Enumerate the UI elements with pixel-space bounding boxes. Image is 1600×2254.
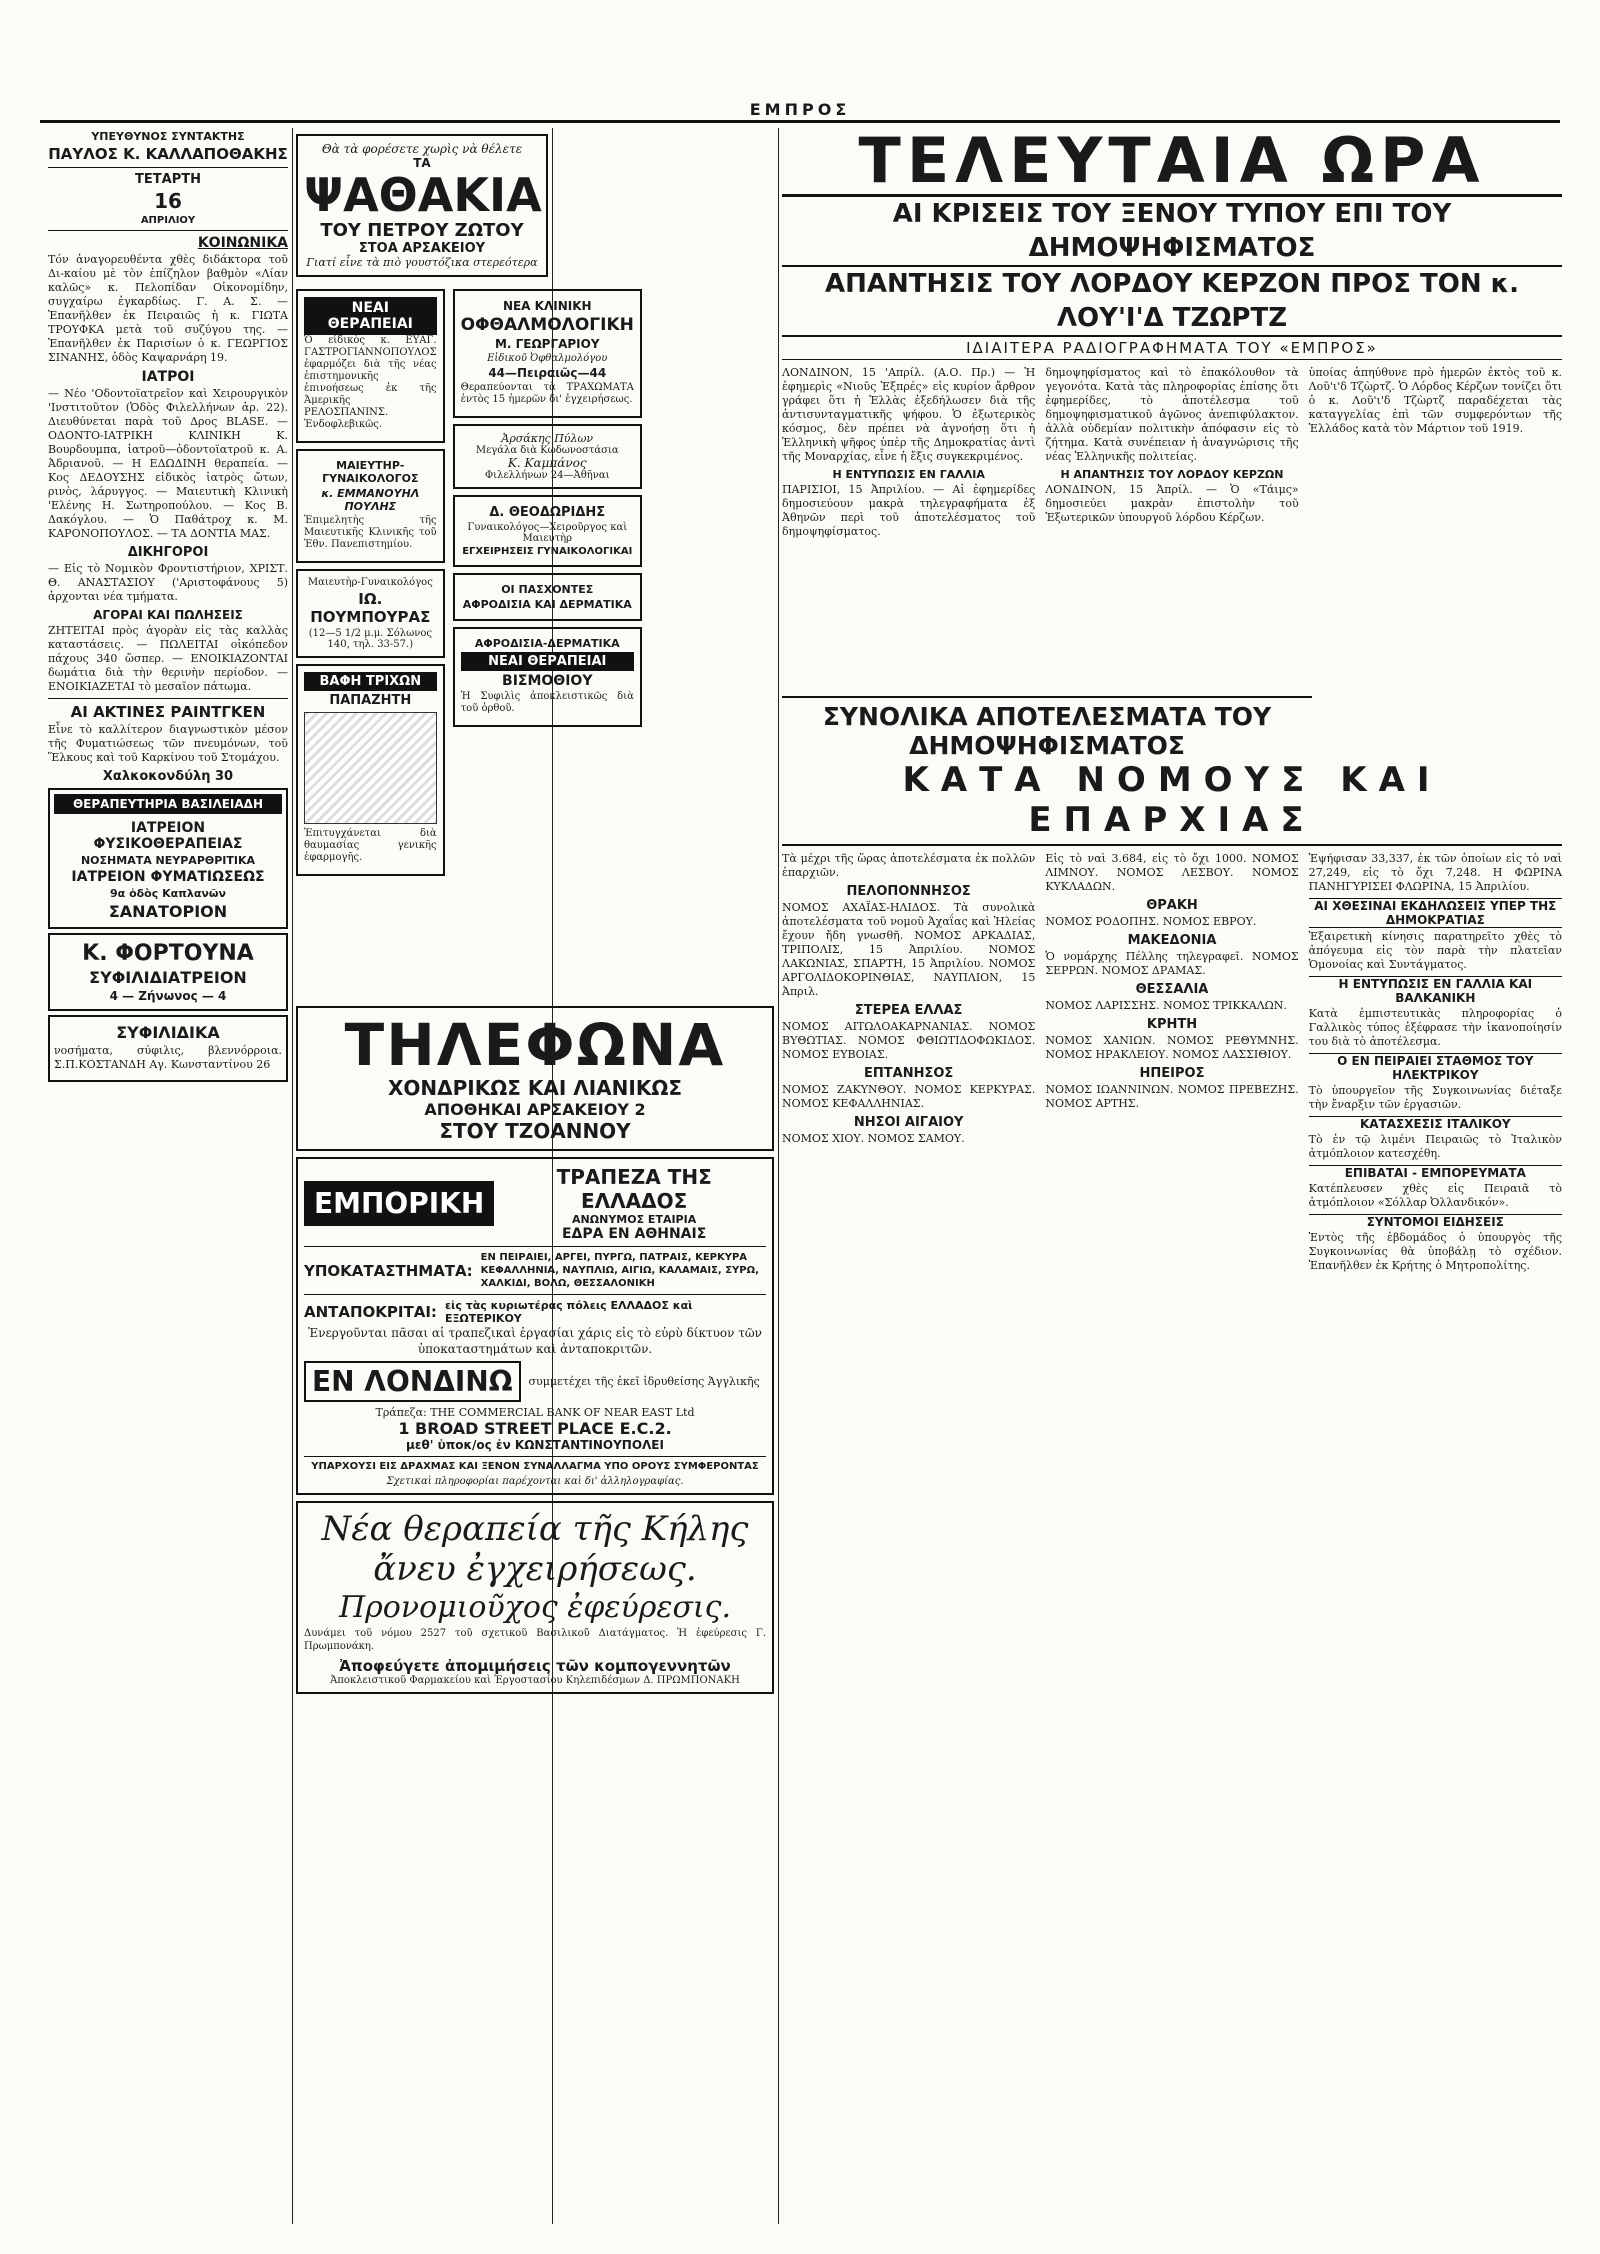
headline: ΤΕΛΕΥΤΑΙΑ ΩΡΑ — [782, 128, 1562, 197]
bank-foot: ΥΠΑΡΧΟΥΣΙ ΕΙΣ ΔΡΑΧΜΑΣ ΚΑΙ ΞΕΝΟΝ ΣΥΝΑΛΛΑΓΜΑ ΥΠΟ ΟΡΟΥΣ ΣΥΜΦΕΡΟΝΤΑΣ — [311, 1461, 759, 1472]
bank-const: μεθ' ὑποκ/ος ἐν ΚΩΝΣΤΑΝΤΙΝΟΥΠΟΛΕΙ — [406, 1438, 664, 1452]
sub-demonstrations: ΑΙ ΧΘΕΣΙΝΑΙ ΕΚΔΗΛΩΣΕΙΣ ΥΠΕΡ ΤΗΣ ΔΗΜΟΚΡΑΤΙΑΣ — [1309, 898, 1562, 928]
results-ipiros: ΝΟΜΟΣ ΙΩΑΝΝΙΝΩΝ. ΝΟΜΟΣ ΠΡΕΒΕΖΗΣ. ΝΟΜΟΣ ΑΡΤΗΣ. — [1045, 1083, 1299, 1110]
ads-row — [296, 283, 634, 882]
results-col-2 — [1045, 852, 1298, 1277]
byline: ΙΔΙΑΙΤΕΡΑ ΡΑΔΙΟΓΡΑΦΗΜΑΤΑ ΤΟΥ «ΕΜΠΡΟΣ» — [782, 337, 1562, 360]
news-france-sub: Η ΕΝΤΥΠΩΣΙΣ ΕΝ ΓΑΛΛΙΑ — [832, 468, 985, 481]
results-makedonia: Ὁ νομάρχης Πέλλης τηλεγραφεῖ. ΝΟΜΟΣ ΣΕΡΡΩΝ. ΝΟΜΟΣ ΔΡΑΜΑΣ. — [1045, 950, 1299, 977]
bank-branches-label: ΥΠΟΚΑΤΑΣΤΗΜΑΤΑ: — [304, 1261, 473, 1280]
clinic-sanatorium: ΣΑΝΑΤΟΡΙΟΝ — [108, 902, 228, 921]
results-col-1 — [782, 852, 1035, 1277]
section-doctors: ΙΑΤΡΟΙ — [141, 369, 195, 385]
section-lawyers: ΔΙΚΗΓΟΡΟΙ — [127, 545, 209, 560]
subheadline-1: ΑΙ ΚΡΙΣΕΙΣ ΤΟΥ ΞΕΝΟΥ ΤΥΠΟΥ ΕΠΙ ΤΟΥ ΔΗΜΟΨΗΦΙΣΜΑΤΟΣ — [782, 197, 1562, 267]
results-florina: Ἐψήφισαν 33,337, ἐκ τῶν ὁποίων εἰς τὸ ναὶ 27,249, εἰς τὸ ὄχι 7,248. Η ΦΩΡΙΝΑ ΠΑΝΗΓΥΡΙΣΕΙ ΦΛΩΡΙΝΑ, 15 Ἀπριλίου. — [1308, 852, 1562, 893]
bank-ad — [296, 1157, 774, 1495]
derm-title: ΑΦΡΟΔΙΣΙΑ-ΔΕΡΜΑΤΙΚΑ — [474, 637, 620, 650]
results-aegean: ΝΟΜΟΣ ΧΙΟΥ. ΝΟΜΟΣ ΣΑΜΟΥ. — [782, 1132, 965, 1145]
bank-logo: ΕΜΠΟΡΙΚΗ — [304, 1181, 494, 1226]
fortouna-ad — [48, 933, 288, 1011]
results-kriti: ΝΟΜΟΣ ΧΑΝΙΩΝ. ΝΟΜΟΣ ΡΕΘΥΜΝΗΣ. ΝΟΜΟΣ ΗΡΑΚΛΕΙΟΥ. ΝΟΜΟΣ ΛΑΣΣΙΘΙΟΥ. — [1045, 1034, 1299, 1061]
sub-passengers: ΕΠΙΒΑΤΑΙ - ΕΜΠΟΡΕΥΜΑΤΑ — [1309, 1165, 1562, 1180]
news-col-c — [1309, 366, 1562, 696]
results-thraki: ΝΟΜΟΣ ΡΟΔΟΠΗΣ. ΝΟΜΟΣ ΕΒΡΟΥ. — [1045, 915, 1257, 928]
bank-seat: ΕΔΡΑ ΕΝ ΑΘΗΝΑΙΣ — [561, 1226, 707, 1242]
results-peloponnese: ΝΟΜΟΣ ΑΧΑΪΑΣ-ΗΛΙΔΟΣ. Τὰ συνολικὰ ἀποτελέσματα τοῦ νομοῦ Ἀχαΐας καὶ Ἠλείας ἔχουν ἤδη γνωσθῆ. ΝΟΜΟΣ ΑΡΚΑΔΙΑΣ, ΤΡΙΠΟΛΙΣ, 15 Ἀπριλίου. ΝΟΜΟΣ ΛΑΚΩΝΙΑΣ, ΣΠΑΡΤΗ, 15 Ἀπριλίου. ΝΟΜΟΣ ΑΡΓΟΛΙΔΟΚΟΡΙΝΘΙΑΣ, ΝΑΥΠΛΙΟΝ, 15 Ἀπριλ. — [782, 901, 1036, 998]
sub-impression: Η ΕΝΤΥΠΩΣΙΣ ΕΝ ΓΑΛΛΙΑ ΚΑΙ ΒΑΛΚΑΝΙΚΗ — [1309, 976, 1562, 1005]
sub-piraeus: Ο ΕΝ ΠΕΙΡΑΙΕΙ ΣΤΑΘΜΟΣ ΤΟΥ ΗΛΕΚΤΡΙΚΟΥ — [1309, 1053, 1562, 1082]
gyn-ad — [296, 449, 445, 563]
poumpouras-ad — [296, 569, 445, 658]
region-thessalia: ΘΕΣΣΑΛΙΑ — [1135, 982, 1209, 997]
dye-ad — [296, 664, 445, 876]
news-curzon-sub: Η ΑΠΑΝΤΗΣΙΣ ΤΟΥ ΛΟΡΔΟΥ ΚΕΡΖΩΝ — [1060, 468, 1284, 481]
region-eptanisos: ΕΠΤΑΝΗΣΟΣ — [864, 1066, 954, 1081]
hernia-ad — [296, 1501, 774, 1694]
region-aegean: ΝΗΣΟΙ ΑΙΓΑΙΟΥ — [853, 1115, 964, 1130]
doctors-text: — Νέο 'Οδοντοϊατρεῖον καὶ Χειρουργικὸν 'Ινστιτοῦτον (Ὁδὸς Φιλελλήνων ἀρ. 22). Διευθύνεται παρὰ τοῦ Δρος BLASE. — ΟΔΟΝΤΟ-ΙΑΤΡΙΚΗ ΚΛΙΝΙΚΗ Κ. Βουρδουμπα, ἰατροῦ—ὀδοντοϊατροῦ κ. Α. Ἀδριανοῦ. — Η ΕΔΩΔΙΝΗ θεραπεία. — Κος ΔΕΔΟΥΣΗΣ εἰδικὸς ἰατρὸς ὤτων, ρινὸς, λάρυγγος. — Μαιευτικὴ Κλινικὴ 'Ελένης Η. Σωτηροπούλου. — Κος Β. Δακόγλου. — Ὁ Παθάτροχ κ. Μ. ΚΑΡΟΝΟΠΟΥΛΟΣ. — ΤΑ ΔΟΝΤΙΑ ΜΑΣ. — [48, 387, 288, 540]
news-columns — [782, 366, 1562, 696]
bank-text: Ἐνεργοῦνται πᾶσαι αἱ τραπεζικαὶ ἐργασίαι χάρις εἰς τὸ εὐρὺ δίκτυον τῶν ὑποκαταστημάτων καὶ ἀνταποκριτῶν. — [308, 1326, 762, 1356]
results-islands: Εἰς τὸ ναὶ 3.684, εἰς τὸ ὄχι 1000. ΝΟΜΟΣ ΛΙΜΝΟΥ. ΝΟΜΟΣ ΛΕΣΒΟΥ. ΝΟΜΟΣ ΚΥΚΛΑΔΩΝ. — [1045, 852, 1299, 893]
editor-name: ΠΑΥΛΟΣ Κ. ΚΑΛΛΑΠΟΘΑΚΗΣ — [48, 145, 288, 163]
syph-title: ΣΥΦΙΛΙΔΙΚΑ — [116, 1023, 220, 1042]
syphilis-ad — [48, 1015, 288, 1082]
phones-store: ΑΠΟΘΗΚΑΙ ΑΡΣΑΚΕΙΟΥ 2 — [424, 1100, 646, 1119]
eye-clinic-role: Εἰδικοῦ Ὀφθαλμολόγου — [487, 353, 608, 364]
weekday: ΤΕΤΑΡΤΗ — [135, 172, 201, 187]
text-impression: Κατὰ ἐμπιστευτικὰς πληροφορίας ὁ Γαλλικὸς τύπος ἐξέφρασε τὴν ἱκανοποίησίν του διὰ τὸ ἀποτέλεσμα. — [1308, 1007, 1562, 1048]
bank-corr: εἰς τὰς κυριωτέρας πόλεις ΕΛΛΑΔΟΣ καὶ ΕΞΩΤΕΡΙΚΟΥ — [444, 1299, 693, 1325]
psathakia-the: ΤΑ — [413, 156, 431, 170]
gyn-title: ΜΑΙΕΥΤΗΡ-ΓΥΝΑΙΚΟΛΟΓΟΣ — [322, 459, 419, 485]
suffer-title: ΟΙ ΠΑΣΧΟΝΤΕΣ — [501, 583, 594, 596]
region-peloponnese: ΠΕΛΟΠΟΝΝΗΣΟΣ — [846, 884, 971, 899]
region-kriti: ΚΡΗΤΗ — [1146, 1017, 1198, 1032]
text-brief: Ἐντὸς τῆς ἑβδομάδος ὁ ὑπουργὸς τῆς Συγκοινωνίας θὰ ὑποβάλῃ τὸ σχέδιον. Ἐπανῆλθεν ἐκ Κρήτης ὁ Μητροπολίτης. — [1308, 1231, 1562, 1272]
psathakia-ad — [296, 134, 548, 277]
news-col-a — [782, 366, 1035, 696]
day-number: 16 — [154, 189, 182, 213]
theod-sub: Γυναικολόγος—Χειροῦργος καὶ Μαιευτὴρ — [467, 522, 628, 544]
region-thraki: ΘΡΑΚΗ — [1146, 898, 1198, 913]
vismouth: ΒΙΣΜΟΘΙΟΥ — [502, 673, 593, 689]
bank-london-text: συμμετέχει τῆς ἐκεῖ ἱδρυθείσης Ἀγγλικῆς — [528, 1375, 760, 1388]
editor-label: ΥΠΕΥΘΥΝΟΣ ΣΥΝΤΑΚΤΗΣ — [91, 130, 245, 143]
psathakia-tagline: Γιατί εἶνε τὰ πιὸ γουστόζικα στερεότερα — [306, 256, 538, 269]
phones-who: ΣΤΟΥ ΤΖΟΑΝΝΟΥ — [439, 1119, 631, 1143]
fortouna-name: Κ. ΦΟΡΤΟΥΝΑ — [82, 941, 254, 966]
masthead — [40, 100, 1560, 123]
wide-ads — [296, 1000, 774, 1700]
month: ΑΠΡΙΛΙΟΥ — [140, 215, 196, 226]
eye-clinic-ad — [453, 289, 642, 418]
lawyers-text: — Εἰς τὸ Νομικὸν Φροντιστήριον, ΧΡΙΣΤ. Θ. ΑΝΑΣΤΑΣΙΟΥ ('Αριστοφάνους 5) ἀρχονται νέα τμήματα. — [48, 562, 288, 603]
bank-company: ΑΝΩΝΥΜΟΣ ΕΤΑΙΡΙΑ — [572, 1213, 697, 1226]
section-social: ΚΟΙΝΩΝΙΚΑ — [197, 235, 288, 251]
sufferers-ad — [453, 573, 642, 621]
theod-name: Δ. ΘΕΟΔΩΡΙΔΗΣ — [489, 505, 606, 520]
bells-sub: Μεγάλα διὰ Κωδωνοστάσια — [475, 445, 619, 456]
masthead-title: ΕΜΠΡΟΣ — [749, 100, 851, 119]
hernia-call: Ἀποφεύγετε ἀπομιμήσεις τῶν κομπογεννητῶν — [339, 1657, 731, 1675]
hernia-text: Δυνάμει τοῦ νόμου 2527 τοῦ σχετικοῦ Βασιλικοῦ Διατάγματος. Ἡ ἐφεύρεσις Γ. Πρωμπονάκη. — [304, 1628, 766, 1652]
eye-clinic-title: ΝΕΑ ΚΛΙΝΙΚΗ — [502, 299, 592, 313]
region-makedonia: ΜΑΚΕΔΟΝΙΑ — [1127, 933, 1217, 948]
news-col-b — [1045, 366, 1298, 696]
results-subtitle: ΚΑΤΑ ΝΟΜΟΥΣ ΚΑΙ ΕΠΑΡΧΙΑΣ — [782, 760, 1562, 846]
bells-address: Φιλελλήνων 24—Ἀθῆναι — [484, 470, 610, 481]
psathakia-arcade: ΣΤΟΑ ΑΡΣΑΚΕΙΟΥ — [358, 241, 486, 256]
section-sales: ΑΓΟΡΑΙ ΚΑΙ ΠΩΛΗΣΕΙΣ — [93, 608, 243, 622]
bank-note: Σχετικαὶ πληροφορίαι παρέχονται καὶ δι' ἀλληλογραφίας. — [386, 1476, 684, 1487]
bank-corr-label: ΑΝΤΑΠΟΚΡΙΤΑΙ: — [304, 1303, 437, 1321]
psathakia-title: ΨΑΘΑΚΙΑ — [304, 168, 542, 222]
newtherapy-title: ΝΕΑΙ ΘΕΡΑΠΕΙΑΙ — [304, 297, 437, 335]
bells-name: Κ. Καμπάνος — [507, 456, 587, 470]
phones-ad — [296, 1006, 774, 1151]
bank-branches: ΕΝ ΠΕΙΡΑΙΕΙ, ΑΡΓΕΙ, ΠΥΡΓΩ, ΠΑΤΡΑΙΣ, ΚΕΡΚΥΡΑ ΚΕΦΑΛΛΗΝΙΑ, ΝΑΥΠΛΙΩ, ΑΙΓΙΩ, ΚΑΛΑΜΑΙΣ, ΣΥΡΩ, ΧΑΛΚΙΔΙ, ΒΟΛΩ, ΘΕΣΣΑΛΟΝΙΚΗ — [480, 1252, 759, 1289]
bells-ad — [453, 424, 642, 489]
results-col-3 — [1309, 852, 1562, 1277]
bank-london-name: Τράπεζα: THE COMMERCIAL BANK OF NEAR EAST Ltd — [375, 1406, 695, 1419]
column-rule — [292, 128, 293, 2224]
eye-clinic-name: Μ. ΓΕΩΡΓΑΡΙΟΥ — [494, 337, 600, 351]
subheadline-2: ΑΠΑΝΤΗΣΙΣ ΤΟΥ ΛΟΡΔΟΥ ΚΕΡΖΟΝ ΠΡΟΣ ΤΟΝ κ. ΛΟΥ'Ι'Δ ΤΖΩΡΤΖ — [782, 267, 1562, 337]
ads-right — [453, 283, 642, 882]
ads-left — [296, 283, 445, 882]
clinic-neuro: ΝΟΣΗΜΑΤΑ ΝΕΥΡΑΡΘΡΙΤΙΚΑ — [80, 854, 256, 867]
region-ipiros: ΗΠΕΙΡΟΣ — [1139, 1066, 1205, 1081]
vism-text: Ἡ Συφιλὶς ἀποκλειστικῶς διὰ τοῦ ὀρθοῦ. — [460, 691, 634, 714]
column-rule — [778, 128, 779, 2224]
syph-text: νοσήματα, σύφιλις, βλεννόρροια. Σ.Π.ΚΟΣΤΑΝΔΗ Αγ. Κωνσταντίνου 26 — [54, 1044, 282, 1071]
results-title: ΣΥΝΟΛΙΚΑ ΑΠΟΤΕΛΕΣΜΑΤΑ ΤΟΥ ΔΗΜΟΨΗΦΙΣΜΑΤΟΣ — [782, 696, 1312, 760]
bank-name: ΤΡΑΠΕΖΑ ΤΗΣ ΕΛΛΑΔΟΣ — [556, 1165, 712, 1213]
social-text: Τόν ἀναγορευθέντα χθὲς διδάκτορα τοῦ Δι-καίου μὲ τὸν ἐπίζηλον βαθμὸν «Λίαν καλῶς» κ. Πελοπίδαν Οἰκονομίδην, συγχαίρω ἐγκαρδίως. Γ. Α. Σ. — Ἐπανῆλθεν ἐκ Πειραιῶς ἡ κ. ΓΙΩΤΑ ΤΡΟΥΦΚΑ μετὰ τοῦ συζύγου της. — Ἐπανῆλθεν ἐκ Παρισίων ὁ κ. ΓΕΩΡΓΙΟΣ ΣΙΝΑΝΗΣ, ὁδὸς Καψαρνάρη 19. — [48, 253, 288, 364]
phones-title: ΤΗΛΕΦΩΝΑ — [344, 1011, 726, 1079]
results-columns — [782, 852, 1562, 1277]
column-1 — [48, 128, 288, 2224]
eye-clinic-text: Θεραπεύονται τὰ ΤΡΑΧΩΜΑΤΑ ἐντὸς 15 ἡμερῶν δι' ἐγχειρήσεως. — [460, 382, 634, 405]
poum-name: ΙΩ. ΠΟΥΜΠΟΥΡΑΣ — [310, 590, 431, 626]
poum-text: (12—5 1/2 μ.μ. Σόλωνος 140, τηλ. 33-57.) — [308, 628, 432, 650]
xray-title: ΑΙ ΑΚΤΙΝΕΣ ΡΑΙΝΤΓΚΕΝ — [70, 703, 266, 721]
xray-address: Χαλκοκονδύλη 30 — [102, 769, 234, 784]
news-col-b-text: δημοψηφίσματος καὶ τὸ ἐπακόλουθον τὰ γεγονότα. Κατὰ τὰς πληροφορίας ἐπίσης ὅτι ἐφημερίδες, τὸ ἀποτέλεσμα τοῦ δημοψηφισματικοῦ ἀγῶνος ἀνεπιφύλακτον. ἀλλὰ οὐδεμίαν πολιτικὴν ἀπόφασιν εἰς τὸ ζήτημα. Κατὰ συνέπειαν ἡ ἀναγνώρισις τῆς νέας Ἑλληνικῆς πολιτείας. — [1045, 366, 1299, 463]
clinic-title: ΘΕΡΑΠΕΥΤΗΡΙΑ ΒΑΣΙΛΕΙΑΔΗ — [54, 794, 282, 814]
gyn-text: Ἐπιμελητὴς τῆς Μαιευτικῆς Κλινικῆς τοῦ Ἐθν. Πανεπιστημίου. — [304, 515, 437, 550]
derm-sub: ΝΕΑΙ ΘΕΡΑΠΕΙΑΙ — [461, 652, 634, 671]
suffer-sub: ΑΦΡΟΔΙΣΙΑ ΚΑΙ ΔΕΡΜΑΤΙΚΑ — [462, 598, 632, 611]
hernia-line-1: Νέα θεραπεία τῆς Κήλης — [321, 1509, 749, 1549]
bank-london-addr: 1 BROAD STREET PLACE E.C.2. — [398, 1419, 672, 1438]
dye-name: ΠΑΠΑΖΗΤΗ — [329, 693, 412, 708]
clinic-address: 9α ὁδὸς Καπλανῶν — [110, 887, 226, 900]
news-paris-text: ΠΑΡΙΣΙΟΙ, 15 Ἀπριλίου. — Αἱ ἐφημερίδες δημοσιεύουν μακρὰ τηλεγραφήματα ἐξ Ἀθηνῶν περὶ τοῦ ἀποτελέσματος τοῦ δημοψηφίσματος. — [782, 483, 1036, 538]
psathakia-top: Θὰ τὰ φορέσετε χωρὶς νὰ θέλετε — [321, 142, 523, 156]
gyn-name: κ. ΕΜΜΑΝΟΥΗΛ ΠΟΥΛΗΣ — [321, 487, 420, 513]
news-col-c-text: ὑποίας ἀπηύθυνε πρὸ ἡμερῶν ἐκτὸς τοῦ κ. Λοῦ'ι'δ Τζὼρτζ. Ὁ Λόρδος Κέρζων τονίζει ὅτι ὁ κ. Λοῦ'ι'δ Τζὼρτζ παραδέχεται τὰς καταγγελίας ἐπὶ τῶν συμφερόντων τῆς Ἑλλάδος κατὰ τὸν Μάρτιον τοῦ 1919. — [1308, 366, 1562, 435]
theodoridis-ad — [453, 495, 642, 567]
newtherapy-text: Ὁ εἰδικὸς κ. ΕΥΑΓ. ΓΑΣΤΡΟΓΙΑΝΝΟΠΟΥΛΟΣ ἐφαρμόζει διὰ τῆς νέας ἐπιστημονικῆς ἐπινοήσεως ἐκ τῆς Ἀμερικῆς ΡΕΛΟΣΠΑΝΙΝΣ. Ἐνδοφλεβικῶς. — [304, 335, 437, 430]
newtherapy-ad — [296, 289, 445, 443]
sub-seizure: ΚΑΤΑΣΧΕΣΙΣ ΙΤΑΛΙΚΟΥ — [1309, 1116, 1562, 1131]
psathakia-of: ΤΟΥ ΠΕΤΡΟΥ ΖΩΤΟΥ — [320, 220, 524, 241]
xray-text: Εἶνε τὸ καλλίτερον διαγνωστικὸν μέσον τῆς Φυματιώσεως τῶν πνευμόνων, τοῦ Ἕλκους καὶ τοῦ Καρκίνου τοῦ Στομάχου. — [48, 723, 288, 764]
derm-ad — [453, 627, 642, 727]
bells-title: Ἀρσάκης Πύλων — [501, 432, 594, 445]
bank-london-label: ΕΝ ΛΟΝΔΙΝΩ — [304, 1361, 521, 1402]
news-london-text: ΛΟΝΔΙΝΟΝ, 15 'Απρίλ. (Α.Ο. Πρ.) — Ἡ ἐφημερὶς «Νιοῦς Ἐξπρές» εἰς κυρίον ἄρθρον γράφει ὅτι ἡ Ἑλλὰς ἐξεδήλωσεν διὰ τῆς ἀντισυνταγματικῆς ψήφου. Ὁ ἐξωτερικὸς κόσμος, δὲν πρέπει νὰ ἀγνοήσῃ ὅτι ἡ Ἑλληνικὴ ψῆφος ὑπὲρ τῆς Δημοκρατίας ἀντὶ τῆς Μοναρχίας, εἶνε ἡ ἔξις συγκεκριμένος. — [782, 366, 1036, 463]
theod-text: ΕΓΧΕΙΡΗΣΕΙΣ ΓΥΝΑΙΚΟΛΟΓΙΚΑΙ — [462, 546, 633, 557]
text-seizure: Τὸ ἐν τῷ λιμένι Πειραιῶς τὸ Ἰταλικὸν ἀτμόπλοιον κατεσχέθη. — [1308, 1133, 1562, 1160]
poum-label: Μαιευτὴρ-Γυναικολόγος — [307, 577, 433, 588]
dye-text: Ἐπιτυγχάνεται διὰ θαυμασίας γενικῆς ἐφαρμογῆς. — [304, 828, 437, 863]
phones-sub: ΧΟΝΔΡΙΚΩΣ ΚΑΙ ΛΙΑΝΙΚΩΣ — [388, 1076, 682, 1100]
hernia-foot: Ἀποκλειστικοῦ Φαρμακείου καὶ Ἐργοστασίου Κηλεπιδέσμων Δ. ΠΡΩΜΠΟΝΑΚΗ — [330, 1675, 740, 1686]
text-passengers: Κατέπλευσεν χθὲς εἰς Πειραιᾶ τὸ ἀτμόπλοιον «Σόλλαρ Ὀλλανδικόν». — [1308, 1182, 1562, 1209]
clinic-physio: ΙΑΤΡΕΙΟΝ ΦΥΣΙΚΟΘΕΡΑΠΕΙΑΣ — [93, 820, 243, 852]
results-intro: Τὰ μέχρι τῆς ὥρας ἀποτελέσματα ἐκ πολλῶν ἐπαρχιῶν. — [782, 852, 1036, 879]
hernia-line-2: ἄνευ ἐγχειρήσεως. — [373, 1549, 697, 1589]
results-eptanisos: ΝΟΜΟΣ ΖΑΚΥΝΘΟΥ. ΝΟΜΟΣ ΚΕΡΚΥΡΑΣ. ΝΟΜΟΣ ΚΕΦΑΛΛΗΝΙΑΣ. — [782, 1083, 1036, 1110]
news-area — [782, 124, 1562, 2224]
fortouna-address: 4 — Ζήνωνος — 4 — [109, 989, 227, 1003]
hernia-line-3: Προνομιοῦχος ἐφεύρεσις. — [338, 1590, 732, 1625]
eye-clinic-address: 44—Πειραιῶς—44 — [488, 366, 607, 380]
results-sterea: ΝΟΜΟΣ ΑΙΤΩΛΟΑΚΑΡΝΑΝΙΑΣ. ΝΟΜΟΣ ΒΥΘΩΤΙΑΣ. ΝΟΜΟΣ ΦΘΙΩΤΙΔΟΦΩΚΙΔΟΣ. ΝΟΜΟΣ ΕΥΒΟΙΑΣ. — [782, 1020, 1036, 1061]
eye-clinic-sub: ΟΦΘΑΛΜΟΛΟΓΙΚΗ — [460, 315, 634, 335]
region-sterea: ΣΤΕΡΕΑ ΕΛΛΑΣ — [854, 1003, 963, 1018]
text-piraeus: Τὸ ὑπουργεῖον τῆς Συγκοινωνίας διέταξε τὴν ἔναρξιν τῶν ἐργασιῶν. — [1308, 1084, 1562, 1111]
portrait-illustration — [304, 712, 437, 824]
fortouna-sub: ΣΥΦΙΛΙΔΙΑΤΡΕΙΟΝ — [89, 968, 247, 987]
sub-brief: ΣΥΝΤΟΜΟΙ ΕΙΔΗΣΕΙΣ — [1309, 1214, 1562, 1229]
clinic-ad — [48, 788, 288, 929]
text-demonstrations: Ἐξαιρετικὴ κίνησις παρατηρεῖτο χθὲς τὸ ἀπόγευμα εἰς τὸν παρὰ τὴν πλατεῖαν Ὁμονοίας καὶ Συντάγματος. — [1308, 930, 1562, 971]
news-curzon-text: ΛΟΝΔΙΝΟΝ, 15 Ἀπρίλ. — Ὁ «Τάιμς» δημοσιεύει μακρὰν ἐπιστολὴν τοῦ Ἐξωτερικῶν ὑπουργοῦ λόρδου Κέρζων. — [1045, 483, 1299, 524]
results-thessalia: ΝΟΜΟΣ ΛΑΡΙΣΣΗΣ. ΝΟΜΟΣ ΤΡΙΚΚΑΛΩΝ. — [1045, 999, 1287, 1012]
clinic-tb: ΙΑΤΡΕΙΟΝ ΦΥΜΑΤΙΩΣΕΩΣ — [71, 869, 265, 885]
dye-title: ΒΑΦΗ ΤΡΙΧΩΝ — [304, 672, 437, 691]
sales-text: ΖΗΤΕΙΤΑΙ πρὸς ἀγορὰν εἰς τὰς καλλὰς καταστάσεις. — ΠΩΛΕΙΤΑΙ οἰκόπεδον πάχους 340 ὥσπερ. — ΕΝΟΙΚΙΑΖΟΝΤΑΙ δωμάτια διὰ τὴν θερινὴν περίοδον. — ΕΝΟΙΚΙΑΖΕΤΑΙ τὸ μεσαῖον πάτωμα. — [48, 624, 288, 693]
